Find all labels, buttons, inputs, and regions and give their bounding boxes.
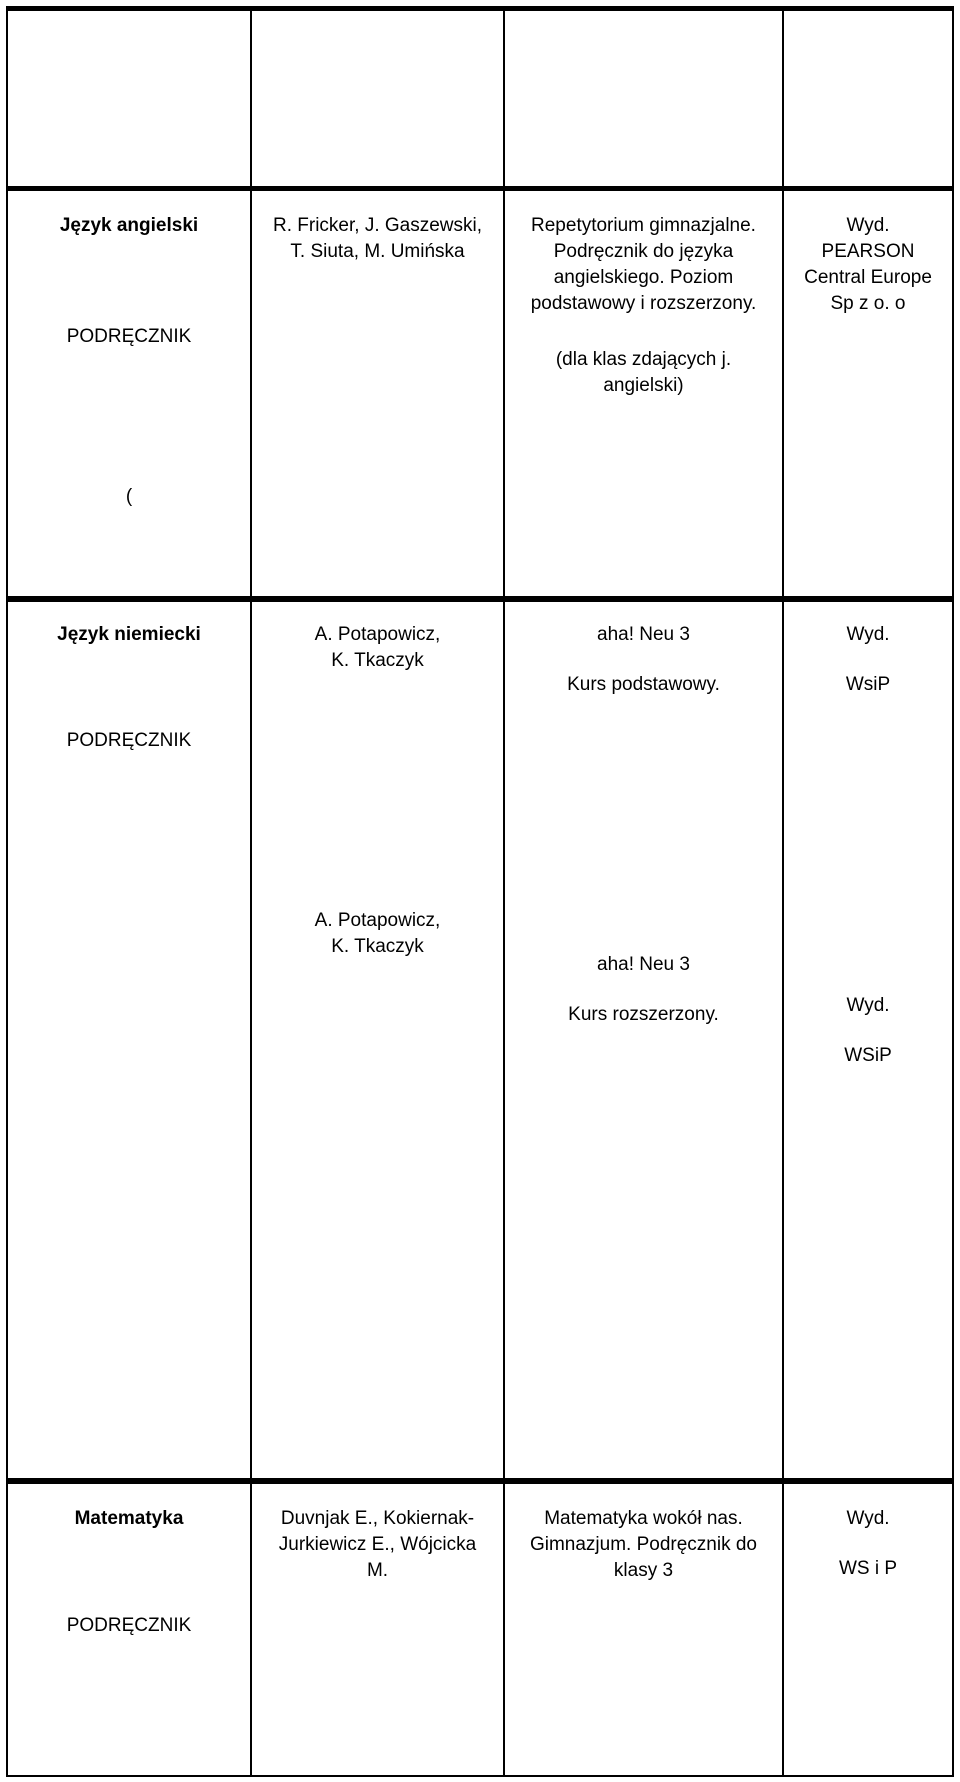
column-divider bbox=[952, 6, 954, 1777]
subject-label: Język niemiecki bbox=[57, 624, 201, 645]
material-type: PODRĘCZNIK bbox=[66, 326, 192, 347]
row-divider bbox=[6, 186, 954, 191]
material-type: PODRĘCZNIK bbox=[66, 1615, 192, 1636]
stray-bracket: ( bbox=[125, 486, 133, 507]
publisher: Wyd. WSiP bbox=[844, 995, 892, 1066]
publisher: Wyd. PEARSON Central Europe Sp z o. o bbox=[804, 215, 932, 314]
book-title: Repetytorium gimnazjalne. Podręcznik do języka angielskiego. Poziom podstawowy i rozszerzony. bbox=[530, 215, 757, 314]
subject-label: Matematyka bbox=[74, 1508, 184, 1529]
table-top-border bbox=[6, 6, 954, 11]
authors: R. Fricker, J. Gaszewski, T. Siuta, M. Umińska bbox=[272, 215, 483, 262]
book-title: aha! Neu 3 Kurs podstawowy. bbox=[567, 624, 720, 695]
publisher: Wyd. WsiP bbox=[845, 624, 891, 695]
book-title: Matematyka wokół nas. Gimnazjum. Podręcznik do klasy 3 bbox=[529, 1508, 758, 1581]
authors: A. Potapowicz, K. Tkaczyk bbox=[314, 624, 441, 671]
book-title: aha! Neu 3 Kurs rozszerzony. bbox=[568, 954, 719, 1025]
authors: A. Potapowicz, K. Tkaczyk bbox=[314, 910, 441, 957]
table-bottom-border bbox=[6, 1775, 954, 1777]
material-type: PODRĘCZNIK bbox=[66, 730, 192, 751]
subject-label: Język angielski bbox=[59, 215, 199, 236]
authors: Duvnjak E., Kokiernak- Jurkiewicz E., Wójcicka M. bbox=[278, 1508, 477, 1581]
book-note: (dla klas zdających j. angielski) bbox=[555, 349, 732, 396]
row-divider bbox=[6, 596, 954, 602]
publisher: Wyd. WS i P bbox=[838, 1508, 898, 1579]
row-divider bbox=[6, 1478, 954, 1484]
